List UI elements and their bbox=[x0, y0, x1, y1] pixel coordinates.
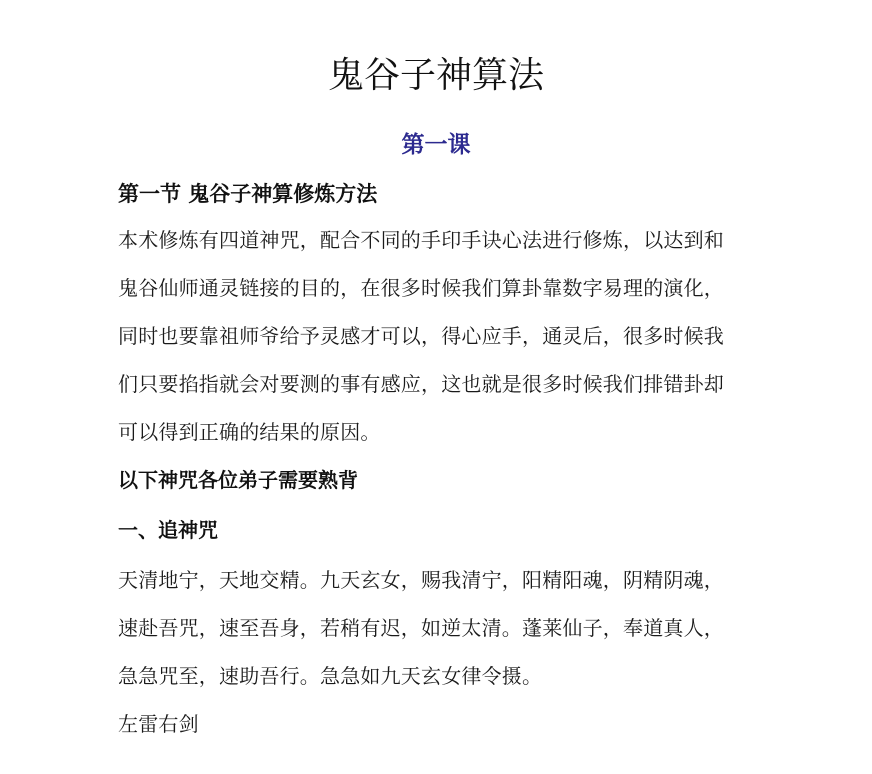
section-heading: 第一节 鬼谷子神算修炼方法 bbox=[118, 182, 378, 206]
paragraph-line: 本术修炼有四道神咒，配合不同的手印手诀心法进行修炼，以达到和 bbox=[118, 228, 724, 252]
paragraph-line: 可以得到正确的结果的原因。 bbox=[118, 420, 381, 444]
paragraph-line: 同时也要靠祖师爷给予灵感才可以，得心应手，通灵后，很多时候我 bbox=[118, 324, 724, 348]
mantra-line: 天清地宁，天地交精。九天玄女，赐我清宁，阳精阳魂，阴精阴魂， bbox=[118, 568, 724, 592]
paragraph-line: 鬼谷仙师通灵链接的目的，在很多时候我们算卦靠数字易理的演化， bbox=[118, 276, 724, 300]
mantra-line: 速赴吾咒，速至吾身，若稍有迟，如逆太清。蓬莱仙子，奉道真人， bbox=[118, 616, 724, 640]
lesson-title: 第一课 bbox=[401, 131, 471, 158]
subheading: 以下神咒各位弟子需要熟背 bbox=[118, 468, 358, 492]
mantra-paragraph bbox=[118, 556, 768, 700]
document-body bbox=[118, 172, 768, 748]
intro-paragraph bbox=[118, 216, 768, 456]
footer-line: 左雷右剑 bbox=[118, 712, 199, 736]
mantra-line: 急急咒至，速助吾行。急急如九天玄女律令摄。 bbox=[118, 664, 543, 688]
paragraph-line: 们只要掐指就会对要测的事有感应，这也就是很多时候我们排错卦却 bbox=[118, 372, 724, 396]
document-title: 鬼谷子神算法 bbox=[327, 55, 544, 96]
mantra-heading: 一、追神咒 bbox=[118, 518, 218, 542]
